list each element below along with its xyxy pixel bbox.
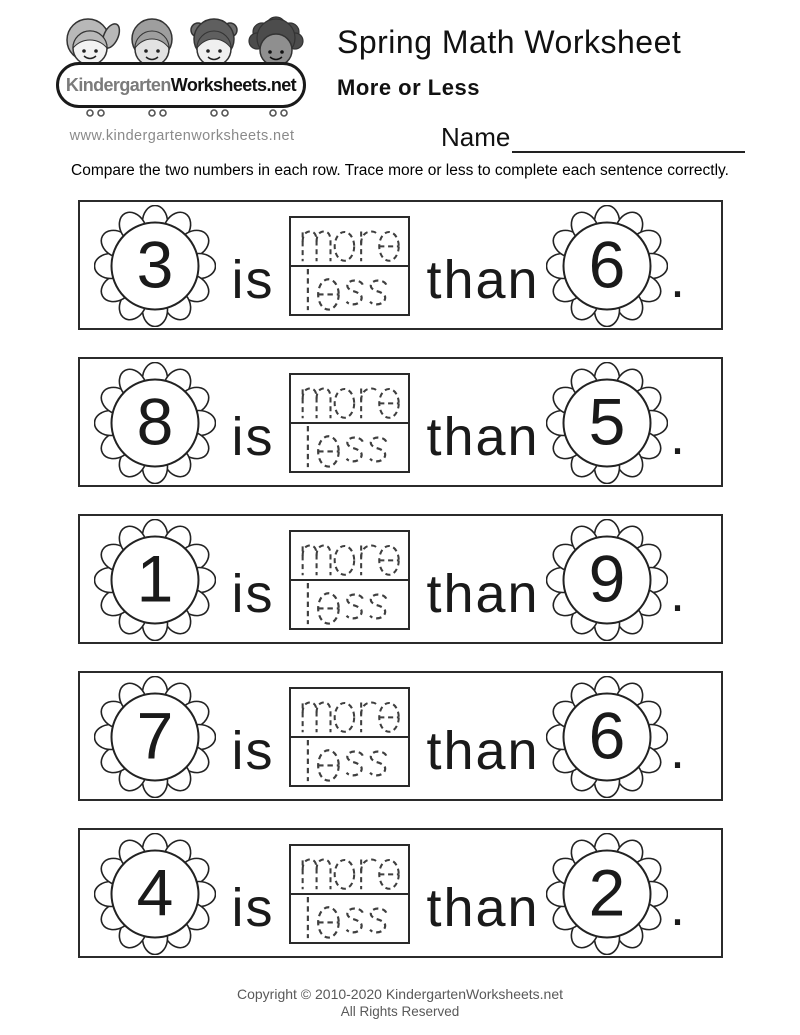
trace-more-dashes-icon xyxy=(298,695,402,736)
site-logo xyxy=(56,14,308,164)
logo-brand-part2: Worksheets.net xyxy=(170,74,297,95)
worksheet-row xyxy=(78,671,723,801)
flower-number-right xyxy=(546,205,668,327)
trace-answer-box[interactable] xyxy=(289,530,410,630)
word-than: than xyxy=(426,250,540,310)
trace-more-dashes-icon xyxy=(298,538,402,579)
trace-answer-box[interactable] xyxy=(289,687,410,787)
trace-word-more[interactable] xyxy=(291,218,408,267)
title-block xyxy=(337,24,681,101)
instruction-text: Compare the two numbers in each row. Trace more or less to complete each sentence correctly. xyxy=(71,162,729,179)
trace-more-dashes-icon xyxy=(298,381,402,422)
page-title: Spring Math Worksheet xyxy=(337,24,682,60)
sentence-period: . xyxy=(670,406,686,466)
name-blank-line[interactable] xyxy=(512,125,745,153)
right-number: 9 xyxy=(588,541,626,616)
flower-number-right xyxy=(546,362,668,484)
copyright-text: Copyright © 2010-2020 KindergartenWorksheets.net xyxy=(236,986,564,1002)
right-number: 2 xyxy=(588,855,626,930)
worksheet-row xyxy=(78,514,723,644)
right-number: 6 xyxy=(588,227,626,302)
word-than: than xyxy=(426,564,540,624)
trace-word-more[interactable] xyxy=(291,689,408,738)
trace-answer-box[interactable] xyxy=(289,373,410,473)
name-row xyxy=(441,122,745,153)
logo-brand-pill xyxy=(56,62,306,108)
sentence-period: . xyxy=(670,563,686,623)
name-label: Name xyxy=(441,122,511,152)
site-url: www.kindergartenworksheets.net xyxy=(69,128,295,144)
word-is: is xyxy=(231,407,275,467)
trace-less-dashes-icon xyxy=(302,581,396,628)
trace-less-dashes-icon xyxy=(302,895,396,942)
word-is: is xyxy=(231,250,275,310)
left-number: 8 xyxy=(136,384,174,459)
word-than: than xyxy=(426,878,540,938)
flower-number-left xyxy=(94,676,216,798)
word-is: is xyxy=(231,878,275,938)
flower-number-left xyxy=(94,205,216,327)
flower-number-left xyxy=(94,519,216,641)
trace-more-dashes-icon xyxy=(298,224,402,265)
sentence-period: . xyxy=(670,877,686,937)
rights-text: All Rights Reserved xyxy=(340,1004,460,1019)
sentence-period: . xyxy=(670,249,686,309)
trace-word-less[interactable] xyxy=(291,738,408,786)
footer xyxy=(0,986,800,1019)
trace-less-dashes-icon xyxy=(302,424,396,471)
page-subtitle: More or Less xyxy=(337,75,480,100)
worksheet-row xyxy=(78,200,723,330)
flower-number-left xyxy=(94,833,216,955)
left-number: 7 xyxy=(136,698,174,773)
left-number: 4 xyxy=(136,855,174,930)
trace-word-more[interactable] xyxy=(291,375,408,424)
worksheet-row xyxy=(78,357,723,487)
word-is: is xyxy=(231,721,275,781)
word-than: than xyxy=(426,407,540,467)
flower-number-right xyxy=(546,519,668,641)
left-number: 3 xyxy=(136,227,174,302)
flower-number-left xyxy=(94,362,216,484)
flower-number-right xyxy=(546,833,668,955)
word-is: is xyxy=(231,564,275,624)
trace-word-less[interactable] xyxy=(291,267,408,315)
trace-less-dashes-icon xyxy=(302,738,396,785)
trace-word-more[interactable] xyxy=(291,846,408,895)
trace-more-dashes-icon xyxy=(298,852,402,893)
trace-word-more[interactable] xyxy=(291,532,408,581)
trace-word-less[interactable] xyxy=(291,895,408,943)
trace-less-dashes-icon xyxy=(302,267,396,314)
worksheet-row xyxy=(78,828,723,958)
trace-answer-box[interactable] xyxy=(289,216,410,316)
trace-word-less[interactable] xyxy=(291,581,408,629)
flower-number-right xyxy=(546,676,668,798)
left-number: 1 xyxy=(136,541,174,616)
sentence-period: . xyxy=(670,720,686,780)
trace-word-less[interactable] xyxy=(291,424,408,472)
right-number: 6 xyxy=(588,698,626,773)
logo-brand-part1: Kindergarten xyxy=(65,74,171,95)
trace-answer-box[interactable] xyxy=(289,844,410,944)
word-than: than xyxy=(426,721,540,781)
right-number: 5 xyxy=(588,384,626,459)
